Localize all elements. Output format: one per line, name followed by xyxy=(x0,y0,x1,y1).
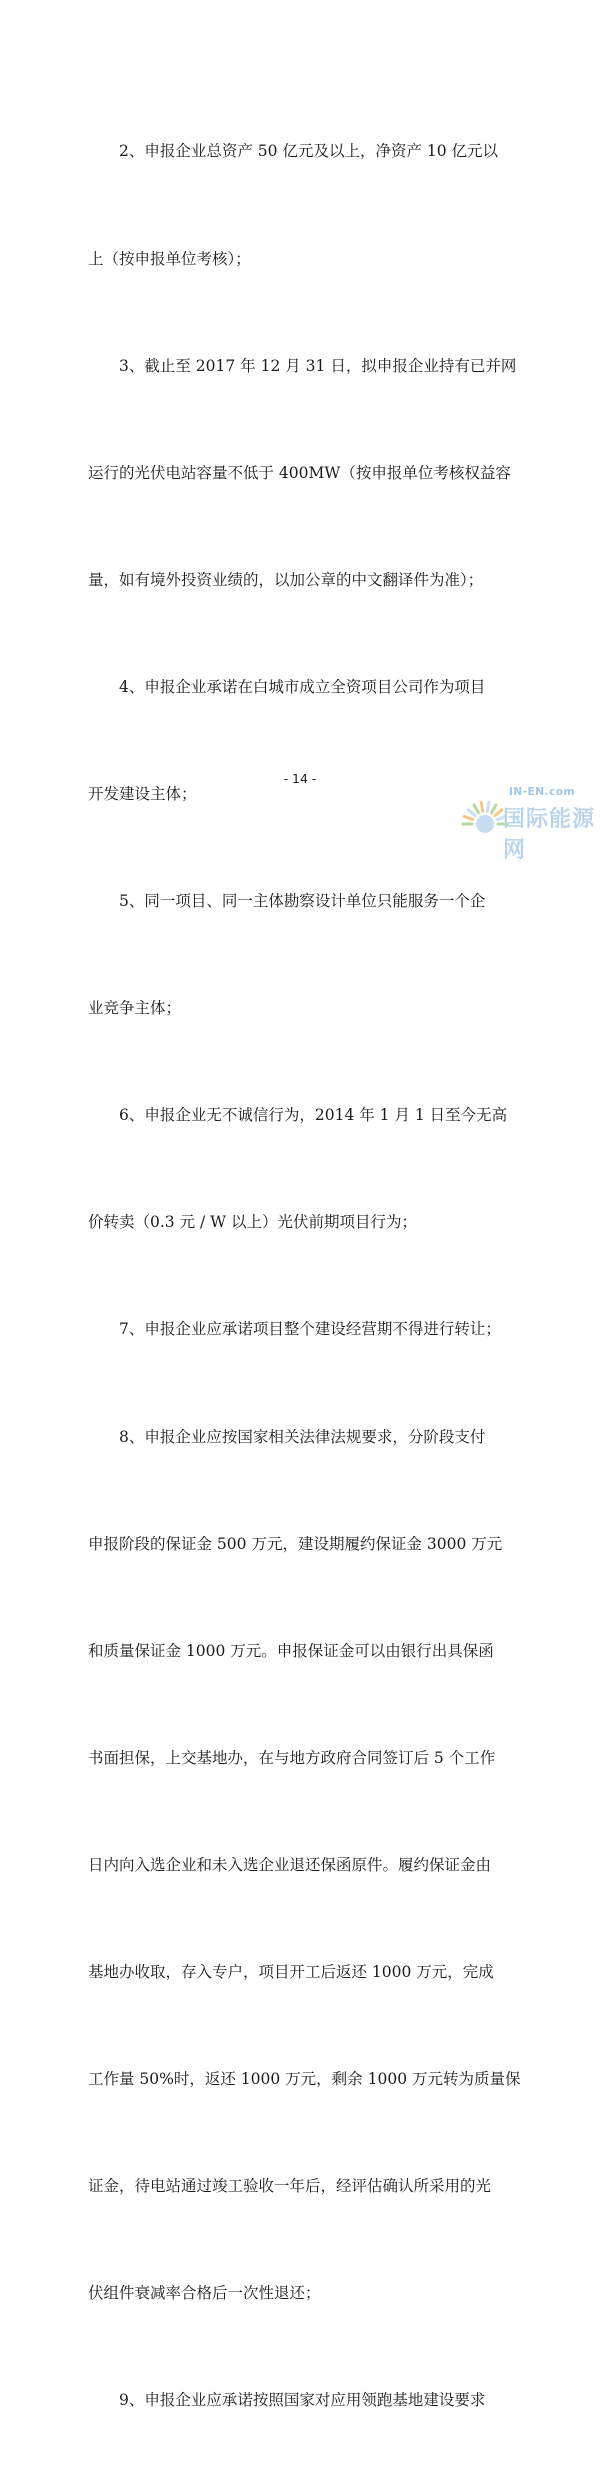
text-line: 2、申报企业总资产 50 亿元及以上，净资产 10 亿元以 xyxy=(119,142,499,161)
text-line: 证金，待电站通过竣工验收一年后，经评估确认所采用的光 xyxy=(88,2177,492,2196)
sun-ray xyxy=(481,802,483,811)
text-line: 工作量 50%时，返还 1000 万元，剩余 1000 万元转为质量保 xyxy=(88,2070,521,2089)
sun-ray xyxy=(492,805,497,813)
watermark-site: IN-EN.com xyxy=(509,786,575,798)
sun-ray xyxy=(464,816,472,819)
text-line: 书面担保，上交基地办，在与地方政府合同签订后 5 个工作 xyxy=(88,1748,496,1767)
document-body xyxy=(0,63,600,2490)
text-line: 运行的光伏电站容量不低于 400MW（按申报单位考核权益容 xyxy=(88,463,511,482)
text-line: 5、同一项目、同一主体勘察设计单位只能服务一个企 xyxy=(119,892,486,911)
page-number: - 14 - xyxy=(283,771,317,786)
text-line: 量，如有境外投资业绩的，以加公章的中文翻译件为准）； xyxy=(88,570,484,589)
watermark-logo xyxy=(455,786,596,863)
text-line: 3、截止至 2017 年 12 月 31 日，拟申报企业持有已并网 xyxy=(119,356,517,375)
text-line: 申报阶段的保证金 500 万元，建设期履约保证金 3000 万元 xyxy=(88,1534,503,1553)
text-line: 上（按申报单位考核）； xyxy=(88,249,251,268)
text-line: 业竞争主体； xyxy=(88,999,182,1018)
sun-ray xyxy=(474,805,479,813)
text-line: 6、申报企业无不诚信行为，2014 年 1 月 1 日至今无高 xyxy=(119,1106,508,1125)
text-line: 日内向入选企业和未入选企业退还保函原件。履约保证金由 xyxy=(88,1855,492,1874)
text-line: 伏组件衰减率合格后一次性退还； xyxy=(88,2284,321,2303)
text-line: 7、申报企业应承诺项目整个建设经营期不得进行转让； xyxy=(119,1320,501,1339)
text-line: 4、申报企业承诺在白城市成立全资项目公司作为项目 xyxy=(119,677,486,696)
watermark-name: 国际能源网 xyxy=(503,807,596,863)
sun-ray xyxy=(495,810,502,816)
text-line: 9、申报企业应承诺按照国家对应用领跑基地建设要求 xyxy=(119,2391,486,2410)
sun-ray xyxy=(487,802,489,811)
text-line: 8、申报企业应按国家相关法律法规要求，分阶段支付 xyxy=(119,1427,486,1446)
text-line: 开发建设主体； xyxy=(88,784,197,803)
text-line: 基地办收取，存入专户，项目开工后返还 1000 万元，完成 xyxy=(88,1963,494,1981)
sun-ray xyxy=(468,810,475,816)
text-line: 价转卖（0.3 元 / W 以上）光伏前期项目行为； xyxy=(88,1213,418,1232)
text-line: 和质量保证金 1000 万元。申报保证金可以由银行出具保函 xyxy=(88,1641,494,1660)
